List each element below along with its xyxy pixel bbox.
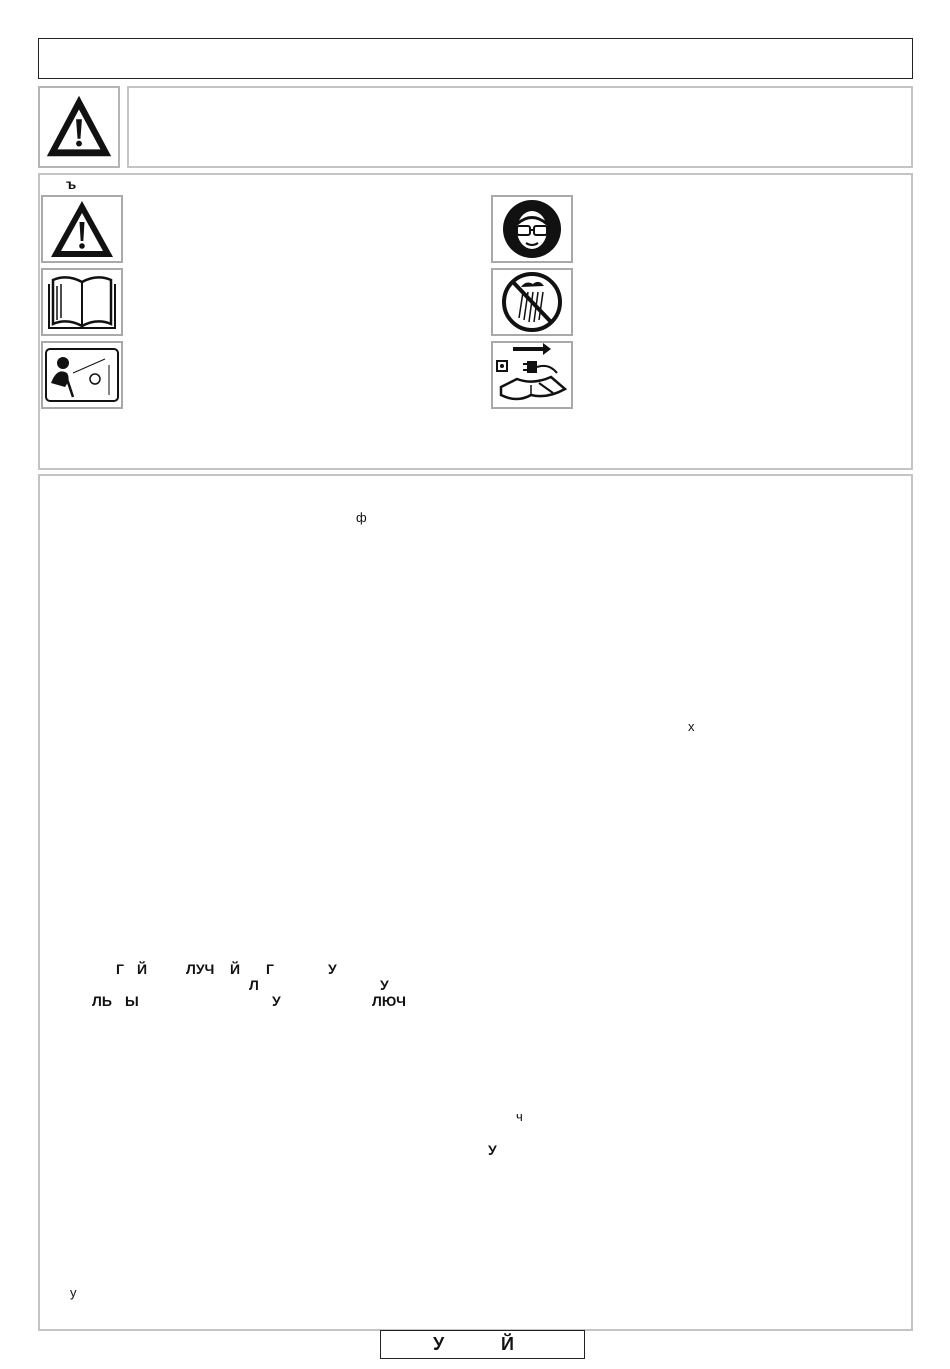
text-fragment: ф	[356, 510, 367, 525]
text-fragment: ч	[516, 1109, 523, 1124]
warning-triangle-icon	[43, 197, 121, 261]
read-manual-icon	[43, 270, 121, 334]
text-fragment: Ы	[125, 993, 139, 1009]
symbol-no-rain	[491, 268, 573, 336]
symbol-bystanders-distance	[41, 341, 123, 409]
warning-triangle-icon	[40, 88, 118, 166]
text-fragment: Г	[266, 961, 274, 977]
text-fragment: у	[70, 1285, 77, 1300]
unplug-before-maintenance-icon	[493, 343, 571, 407]
text-fragment: У	[328, 961, 337, 977]
warning-text-box	[127, 86, 913, 168]
text-fragment: ЛЮЧ	[372, 993, 406, 1009]
text-fragment: Г	[116, 961, 124, 977]
text-fragment: Л	[249, 977, 259, 993]
symbol-eye-protection	[491, 195, 573, 263]
bystanders-distance-icon	[43, 343, 121, 407]
text-fragment: Й	[137, 961, 148, 977]
text-fragment: ЛЬ	[92, 993, 112, 1009]
text-fragment: х	[688, 719, 695, 734]
symbols-heading: ъ	[66, 176, 77, 192]
no-rain-icon	[493, 270, 571, 334]
text-fragment: У	[380, 977, 389, 993]
warning-icon-box	[38, 86, 120, 168]
footer-text-left: У	[433, 1334, 445, 1354]
symbol-read-manual	[41, 268, 123, 336]
title-bar	[38, 38, 913, 79]
symbol-unplug-maintenance	[491, 341, 573, 409]
text-fragment: У	[488, 1142, 497, 1158]
footer-text-right: Й	[501, 1334, 514, 1354]
text-fragment: ЛУЧ	[186, 961, 215, 977]
main-text-panel	[38, 474, 913, 1331]
text-fragment: Й	[230, 961, 241, 977]
symbol-warning	[41, 195, 123, 263]
footer-label-box	[380, 1330, 585, 1359]
eye-protection-icon	[493, 197, 571, 261]
safety-symbols-panel	[38, 173, 913, 470]
text-fragment: У	[272, 993, 281, 1009]
